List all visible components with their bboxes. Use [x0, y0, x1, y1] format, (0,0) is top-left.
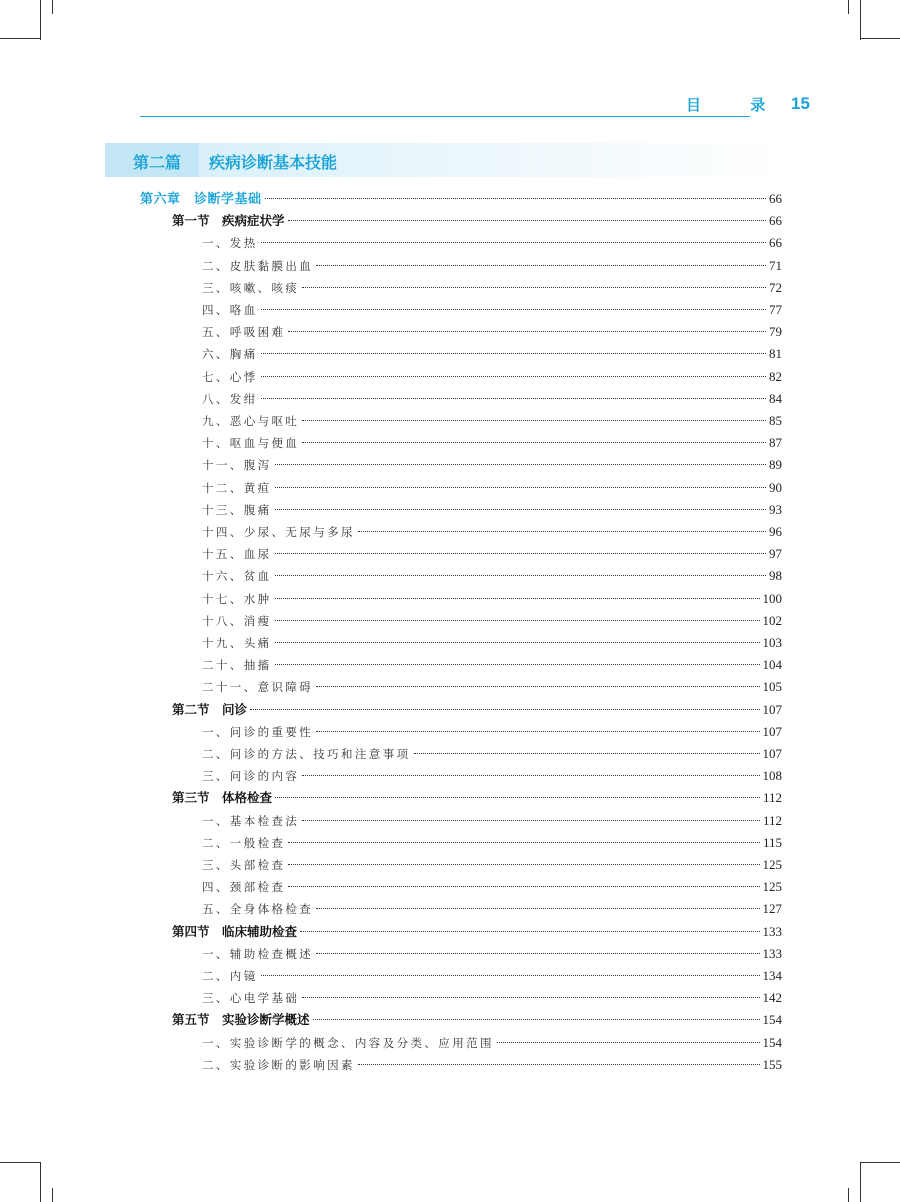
toc-entry-title: 三、咳嗽、咳痰 [202, 280, 300, 295]
running-header-title: 目 录 [686, 96, 788, 114]
dot-leader [288, 842, 760, 843]
toc-entry-item[interactable] [202, 811, 782, 831]
page-number: 15 [791, 94, 810, 113]
toc-entry-page: 107 [762, 701, 782, 717]
toc-entry-item[interactable] [202, 611, 782, 631]
toc-entry-item[interactable] [202, 322, 782, 342]
toc-entry-page: 66 [769, 213, 782, 229]
toc-entry-item[interactable] [202, 566, 782, 586]
dot-leader [358, 1064, 760, 1065]
toc-entry-item[interactable] [202, 722, 782, 742]
toc-entry-item[interactable] [202, 855, 782, 875]
toc-entry-title: 十六、贫血 [202, 569, 272, 584]
toc-entry-title: 二、内镜 [202, 969, 258, 983]
dot-leader [414, 753, 760, 754]
dot-leader [261, 353, 766, 354]
dot-leader [275, 464, 767, 465]
toc-entry-title: 一、辅助检查概述 [202, 946, 314, 961]
toc-entry-title: 四、颈部检查 [202, 880, 286, 895]
dot-leader [275, 664, 760, 665]
toc-entry-page: 125 [762, 857, 782, 872]
toc-entry-item[interactable] [202, 478, 782, 498]
toc-entry-title: 第五节 实验诊断学概述 [172, 1012, 310, 1028]
toc-entry-item[interactable] [202, 655, 782, 675]
toc-entry-title: 三、头部检查 [202, 858, 286, 872]
toc-entry-page: 82 [769, 368, 782, 384]
crop-mark [52, 1188, 53, 1202]
toc-entry-title: 一、问诊的重要性 [202, 724, 314, 739]
toc-entry-title: 一、发热 [202, 236, 258, 251]
crop-mark [860, 38, 900, 39]
toc-entry-page: 155 [762, 1056, 782, 1072]
toc-entry-page: 71 [769, 257, 782, 273]
dot-leader [302, 775, 759, 776]
dot-leader [275, 797, 760, 798]
toc-entry-item[interactable] [202, 744, 782, 764]
toc-entry-title: 十四、少尿、无尿与多尿 [202, 525, 355, 539]
toc-entry-item[interactable] [202, 766, 782, 786]
toc-entry-page: 81 [769, 346, 782, 362]
toc-entry-title: 一、基本检查法 [202, 813, 300, 828]
toc-entry-title: 九、恶心与呕吐 [202, 414, 300, 428]
toc-entry-page: 84 [769, 390, 782, 406]
header-rule [140, 116, 750, 117]
toc-entry-title: 八、发绀 [202, 391, 258, 406]
toc-entry-item[interactable] [202, 877, 782, 897]
dot-leader [288, 886, 759, 887]
dot-leader [275, 598, 760, 599]
toc-entry-title: 六、胸痛 [202, 347, 258, 362]
crop-mark [0, 38, 40, 39]
toc-entry-page: 89 [769, 457, 782, 473]
toc-entry-page: 66 [769, 191, 782, 206]
dot-leader [288, 864, 759, 865]
dot-leader [300, 931, 759, 932]
dot-leader [316, 686, 759, 687]
toc-entry-page: 108 [762, 768, 782, 784]
dot-leader [316, 265, 766, 266]
dot-leader [316, 731, 759, 732]
toc-entry-item[interactable] [202, 256, 782, 276]
dot-leader [302, 420, 766, 421]
toc-entry-item[interactable] [202, 1055, 782, 1075]
toc-entry-section[interactable] [172, 211, 782, 231]
toc-entry-title: 五、呼吸困难 [202, 325, 286, 340]
dot-leader [302, 442, 766, 443]
toc-entry-item[interactable] [202, 833, 782, 853]
toc-entry-page: 103 [762, 635, 782, 650]
dot-leader [261, 242, 766, 243]
toc-entry-title: 一、实验诊断学的概念、内容及分类、应用范围 [202, 1035, 494, 1050]
dot-leader [302, 287, 766, 288]
toc-entry-title: 十九、头痛 [202, 636, 272, 650]
dot-leader [288, 331, 766, 332]
dot-leader [275, 575, 767, 576]
toc-entry-page: 107 [762, 746, 782, 761]
toc-entry-page: 72 [769, 279, 782, 295]
toc-entry-page: 142 [762, 990, 782, 1006]
toc-entry-title: 二十一、意识障碍 [202, 680, 314, 695]
dot-leader [275, 620, 760, 621]
toc-entry-title: 第一节 疾病症状学 [172, 213, 285, 229]
dot-leader [275, 553, 767, 554]
toc-entry-page: 93 [769, 501, 782, 517]
dot-leader [358, 531, 766, 532]
toc-entry-page: 154 [762, 1012, 782, 1028]
toc-entry-title: 三、问诊的内容 [202, 769, 300, 784]
toc-entry-title: 二、一般检查 [202, 835, 286, 850]
crop-mark [0, 1162, 40, 1163]
toc-entry-page: 112 [762, 790, 782, 806]
toc-entry-section[interactable] [172, 788, 782, 808]
toc-entry-page: 87 [769, 435, 782, 451]
toc-entry-item[interactable] [202, 455, 782, 475]
crop-mark [52, 0, 53, 14]
toc-entry-page: 79 [769, 324, 782, 340]
toc-entry-page: 107 [762, 723, 782, 739]
crop-mark [40, 1162, 41, 1202]
dot-leader [261, 376, 766, 377]
toc-entry-page: 112 [762, 812, 782, 828]
toc-entry-title: 二、实验诊断的影响因素 [202, 1057, 355, 1072]
toc-entry-page: 134 [762, 968, 782, 983]
toc-entry-item[interactable] [202, 589, 782, 609]
toc-entry-title: 二、皮肤黏膜出血 [202, 258, 314, 273]
toc-entry-item[interactable] [202, 367, 782, 387]
toc-entry-title: 四、咯血 [202, 303, 258, 317]
dot-leader [302, 820, 760, 821]
toc-entry-page: 102 [762, 612, 782, 628]
toc-entry-item[interactable] [202, 522, 782, 542]
dot-leader [497, 1042, 760, 1043]
toc-entry-item[interactable] [202, 966, 782, 986]
toc-entry-page: 100 [762, 590, 782, 606]
crop-mark [860, 1162, 900, 1163]
toc-entry-item[interactable] [202, 677, 782, 697]
toc-entry-page: 133 [762, 923, 782, 939]
dot-leader [275, 509, 767, 510]
toc-entry-item[interactable] [202, 344, 782, 364]
dot-leader [265, 198, 766, 199]
toc-entry-title: 十、呕血与便血 [202, 436, 300, 451]
dot-leader [261, 975, 760, 976]
dot-leader [261, 398, 766, 399]
toc-entry-title: 十二、黄疸 [202, 480, 272, 495]
toc-entry-title: 第三节 体格检查 [172, 790, 273, 806]
toc-entry-page: 97 [769, 546, 782, 562]
toc-entry-title: 第六章 诊断学基础 [140, 192, 262, 207]
toc-entry-item[interactable] [202, 500, 782, 520]
toc-entry-item[interactable] [202, 233, 782, 253]
toc-entry-item[interactable] [202, 389, 782, 409]
toc-entry-page: 90 [769, 479, 782, 495]
toc-entry-chapter[interactable] [140, 189, 782, 209]
toc-entry-page: 105 [762, 679, 782, 695]
toc-entry-section[interactable] [172, 1010, 782, 1030]
part-banner [105, 143, 782, 177]
toc-entry-section[interactable] [172, 700, 782, 720]
toc-entry-item[interactable] [202, 944, 782, 964]
crop-mark [40, 0, 41, 40]
toc-entry-title: 十五、血尿 [202, 547, 272, 562]
crop-mark [860, 0, 861, 40]
toc-entry-title: 十七、水肿 [202, 591, 272, 606]
toc-entry-page: 104 [762, 657, 782, 673]
crop-mark [860, 1162, 861, 1202]
toc-entry-title: 十八、消瘦 [202, 613, 272, 628]
dot-leader [316, 908, 759, 909]
toc-entry-title: 二十、抽搐 [202, 658, 272, 673]
toc-entry-item[interactable] [202, 899, 782, 919]
toc-entry-item[interactable] [202, 1033, 782, 1053]
part-title: 疾病诊断基本技能 [209, 153, 338, 172]
toc-entry-page: 96 [769, 524, 782, 539]
toc-entry-item[interactable] [202, 433, 782, 453]
dot-leader [313, 1019, 760, 1020]
toc-entry-title: 第二节 问诊 [172, 701, 248, 717]
toc-entry-title: 二、问诊的方法、技巧和注意事项 [202, 747, 411, 761]
toc-entry-title: 三、心电学基础 [202, 991, 300, 1006]
toc-entry-section[interactable] [172, 922, 782, 942]
dot-leader [288, 220, 766, 221]
toc-entry-item[interactable] [202, 544, 782, 564]
crop-mark [848, 0, 849, 14]
dot-leader [261, 309, 766, 310]
part-label: 第二篇 [133, 153, 182, 172]
dot-leader [250, 709, 759, 710]
toc-entry-item[interactable] [202, 300, 782, 320]
toc-entry-item[interactable] [202, 278, 782, 298]
dot-leader [275, 487, 767, 488]
toc-entry-page: 125 [762, 879, 782, 895]
toc-entry-page: 77 [769, 302, 782, 317]
crop-mark [848, 1188, 849, 1202]
dot-leader [316, 953, 759, 954]
toc-entry-page: 98 [769, 568, 782, 584]
toc-entry-page: 127 [762, 901, 782, 917]
toc-entry-item[interactable] [202, 411, 782, 431]
toc-entry-title: 第四节 临床辅助检查 [172, 923, 298, 939]
toc-entry-item[interactable] [202, 633, 782, 653]
toc-entry-title: 十一、腹泻 [202, 458, 272, 473]
dot-leader [275, 642, 760, 643]
toc-entry-page: 133 [762, 945, 782, 961]
toc-entry-page: 154 [762, 1034, 782, 1050]
toc-entry-title: 十三、腹痛 [202, 502, 272, 517]
toc-entry-page: 115 [762, 834, 782, 850]
dot-leader [302, 997, 759, 998]
toc-entry-page: 66 [769, 235, 782, 251]
toc-entry-page: 85 [769, 413, 782, 428]
toc-entry-item[interactable] [202, 988, 782, 1008]
toc-entry-title: 五、全身体格检查 [202, 902, 314, 917]
toc-entry-title: 七、心悸 [202, 369, 258, 384]
